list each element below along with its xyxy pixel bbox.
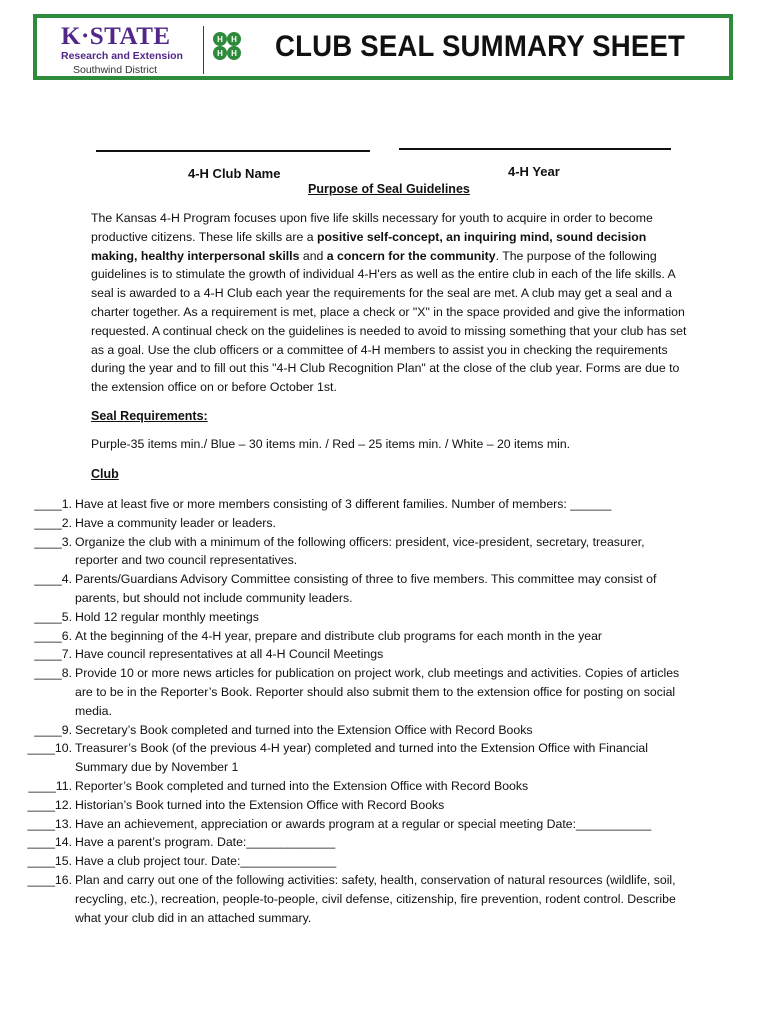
club-requirement-item xyxy=(22,721,742,740)
requirement-text: Have at least five or more members consisting of 3 different families. Number of members: ______ xyxy=(75,497,612,511)
club-requirement-item xyxy=(22,514,742,533)
purpose-text: and xyxy=(299,248,327,263)
purpose-text: The Kansas 4-H Program focuses upon five life skills necessary for youth to acquire in order to become productive citizens. These life skills are a xyxy=(91,211,653,244)
purpose-paragraph xyxy=(91,209,687,397)
requirement-checkbox-blank[interactable]: ____7. xyxy=(34,647,72,662)
purpose-bold-text: positive self-concept, an inquiring mind, sound decision making, healthy interpersonal skills xyxy=(91,229,647,263)
requirement-text: Have an achievement, appreciation or awards program at a regular or special meeting Date:___________ xyxy=(75,816,652,831)
page-title: CLUB SEAL SUMMARY SHEET xyxy=(275,30,686,63)
club-name-line xyxy=(96,150,370,152)
club-requirement-item xyxy=(22,871,742,927)
purpose-bold-text: a concern for the community xyxy=(326,248,496,263)
requirement-checkbox-blank[interactable]: ____16. xyxy=(27,872,72,887)
purpose-text: . The purpose of the following guidelines is to stimulate the growth of individual 4-H'ers as well as the entire club in each of the life skills. A seal is awarded to a 4-H Club each year the requirements for the seal are met. A club may get a seal and a charter together. As a requirement is met, place a check or "X" in the space provided and give the information requested. A continual check on the guidelines is needed to avoid to missing something that your club has set as a goal. Use the club officers or a committee of 4-H members to assist you in checking the requirements during the year and to fill out this "4-H Club Recognition Plan" at the close of the club year. Forms are due to the extension office on or before October 1st. xyxy=(91,248,687,395)
year-label: 4-H Year xyxy=(508,164,560,179)
club-requirement-item xyxy=(22,739,742,777)
club-requirement-item xyxy=(22,852,742,871)
club-heading: Club xyxy=(91,467,119,481)
club-requirement-item xyxy=(22,608,742,627)
year-line xyxy=(399,148,671,150)
requirement-text: Treasurer’s Book (of the previous 4-H year) completed and turned into the Extension Office with Financial Summary due by November 1 xyxy=(75,741,649,775)
requirement-checkbox-blank[interactable]: ____2. xyxy=(34,515,72,530)
requirement-checkbox-blank[interactable]: ____12. xyxy=(27,797,72,812)
svg-text:H: H xyxy=(217,35,223,44)
requirement-text: Reporter’s Book completed and turned into the Extension Office with Record Books xyxy=(75,778,529,793)
seal-requirements-heading: Seal Requirements: xyxy=(91,409,208,423)
logo-wordmark: K·STATE xyxy=(61,23,171,50)
club-requirement-item xyxy=(22,495,742,514)
requirement-checkbox-blank[interactable]: ____4. xyxy=(34,572,72,587)
club-requirement-item xyxy=(22,664,742,720)
requirement-checkbox-blank[interactable]: ____13. xyxy=(27,816,72,831)
svg-text:H: H xyxy=(231,49,237,58)
club-requirement-item xyxy=(22,815,742,834)
club-requirement-item xyxy=(22,833,742,852)
requirement-text: Have a parent’s program. Date:_____________ xyxy=(75,835,336,850)
logo-subtitle: Research and Extension xyxy=(61,50,183,62)
logo-district: Southwind District xyxy=(73,64,158,76)
requirement-text: Plan and carry out one of the following activities: safety, health, conservation of natural resources (wildlife, soil, recycling, etc.), recreation, people-to-people, civil defense, citizenship, fire prevention, rodent control. Describe what your club did in an attached summary. xyxy=(75,872,676,925)
requirement-checkbox-blank[interactable]: ____3. xyxy=(34,534,72,549)
requirement-text: At the beginning of the 4-H year, prepare and distribute club programs for each month in the year xyxy=(75,628,603,643)
svg-text:H: H xyxy=(217,49,223,58)
seal-requirements-line: Purple-35 items min./ Blue – 30 items min. / Red – 25 items min. / White – 20 items min. xyxy=(91,437,571,451)
requirement-checkbox-blank[interactable]: ____6. xyxy=(34,628,72,643)
club-requirement-item xyxy=(22,533,742,571)
requirement-checkbox-blank[interactable]: ____1. xyxy=(34,497,72,511)
requirement-text: Secretary’s Book completed and turned into the Extension Office with Record Books xyxy=(75,722,533,737)
requirement-checkbox-blank[interactable]: ____15. xyxy=(27,854,72,869)
4-h-clover-icon xyxy=(209,28,245,64)
requirement-checkbox-blank[interactable]: ____9. xyxy=(34,722,72,737)
requirement-checkbox-blank[interactable]: ____5. xyxy=(34,609,72,624)
club-requirement-item xyxy=(22,570,742,608)
requirement-text: Historian’s Book turned into the Extension Office with Record Books xyxy=(75,797,445,812)
header-banner xyxy=(33,14,733,80)
requirement-text: Organize the club with a minimum of the following officers: president, vice-president, secretary, treasurer, reporter and two council representatives. xyxy=(75,534,645,568)
purpose-heading: Purpose of Seal Guidelines xyxy=(308,182,470,196)
club-requirement-item xyxy=(22,777,742,796)
requirement-text: Have a community leader or leaders. xyxy=(75,515,276,530)
requirement-checkbox-blank[interactable]: ____11. xyxy=(28,778,72,793)
requirement-text: Parents/Guardians Advisory Committee consisting of three to five members. This committee may consist of parents, but should not include community leaders. xyxy=(75,572,657,605)
kstate-logo xyxy=(59,23,237,76)
club-requirement-item xyxy=(22,627,742,646)
requirement-checkbox-blank[interactable]: ____10. xyxy=(27,741,72,756)
requirement-checkbox-blank[interactable]: ____8. xyxy=(34,666,72,681)
requirement-text: Provide 10 or more news articles for publication on project work, club meetings and activities. Copies of articles are to be in the Reporter’s Book. Reporter should also submit them to the extension office for posting on social media. xyxy=(75,666,680,718)
club-requirement-item xyxy=(22,645,742,664)
requirement-text: Hold 12 regular monthly meetings xyxy=(75,609,259,624)
requirement-text: Have a club project tour. Date:______________ xyxy=(75,854,337,869)
svg-text:H: H xyxy=(231,35,237,44)
requirement-text: Have council representatives at all 4-H Council Meetings xyxy=(75,647,384,662)
requirement-checkbox-blank[interactable]: ____14. xyxy=(27,835,72,850)
logo-divider xyxy=(203,26,204,74)
club-requirement-item xyxy=(22,796,742,815)
club-requirements-list xyxy=(22,495,742,927)
club-name-label: 4-H Club Name xyxy=(188,166,281,181)
